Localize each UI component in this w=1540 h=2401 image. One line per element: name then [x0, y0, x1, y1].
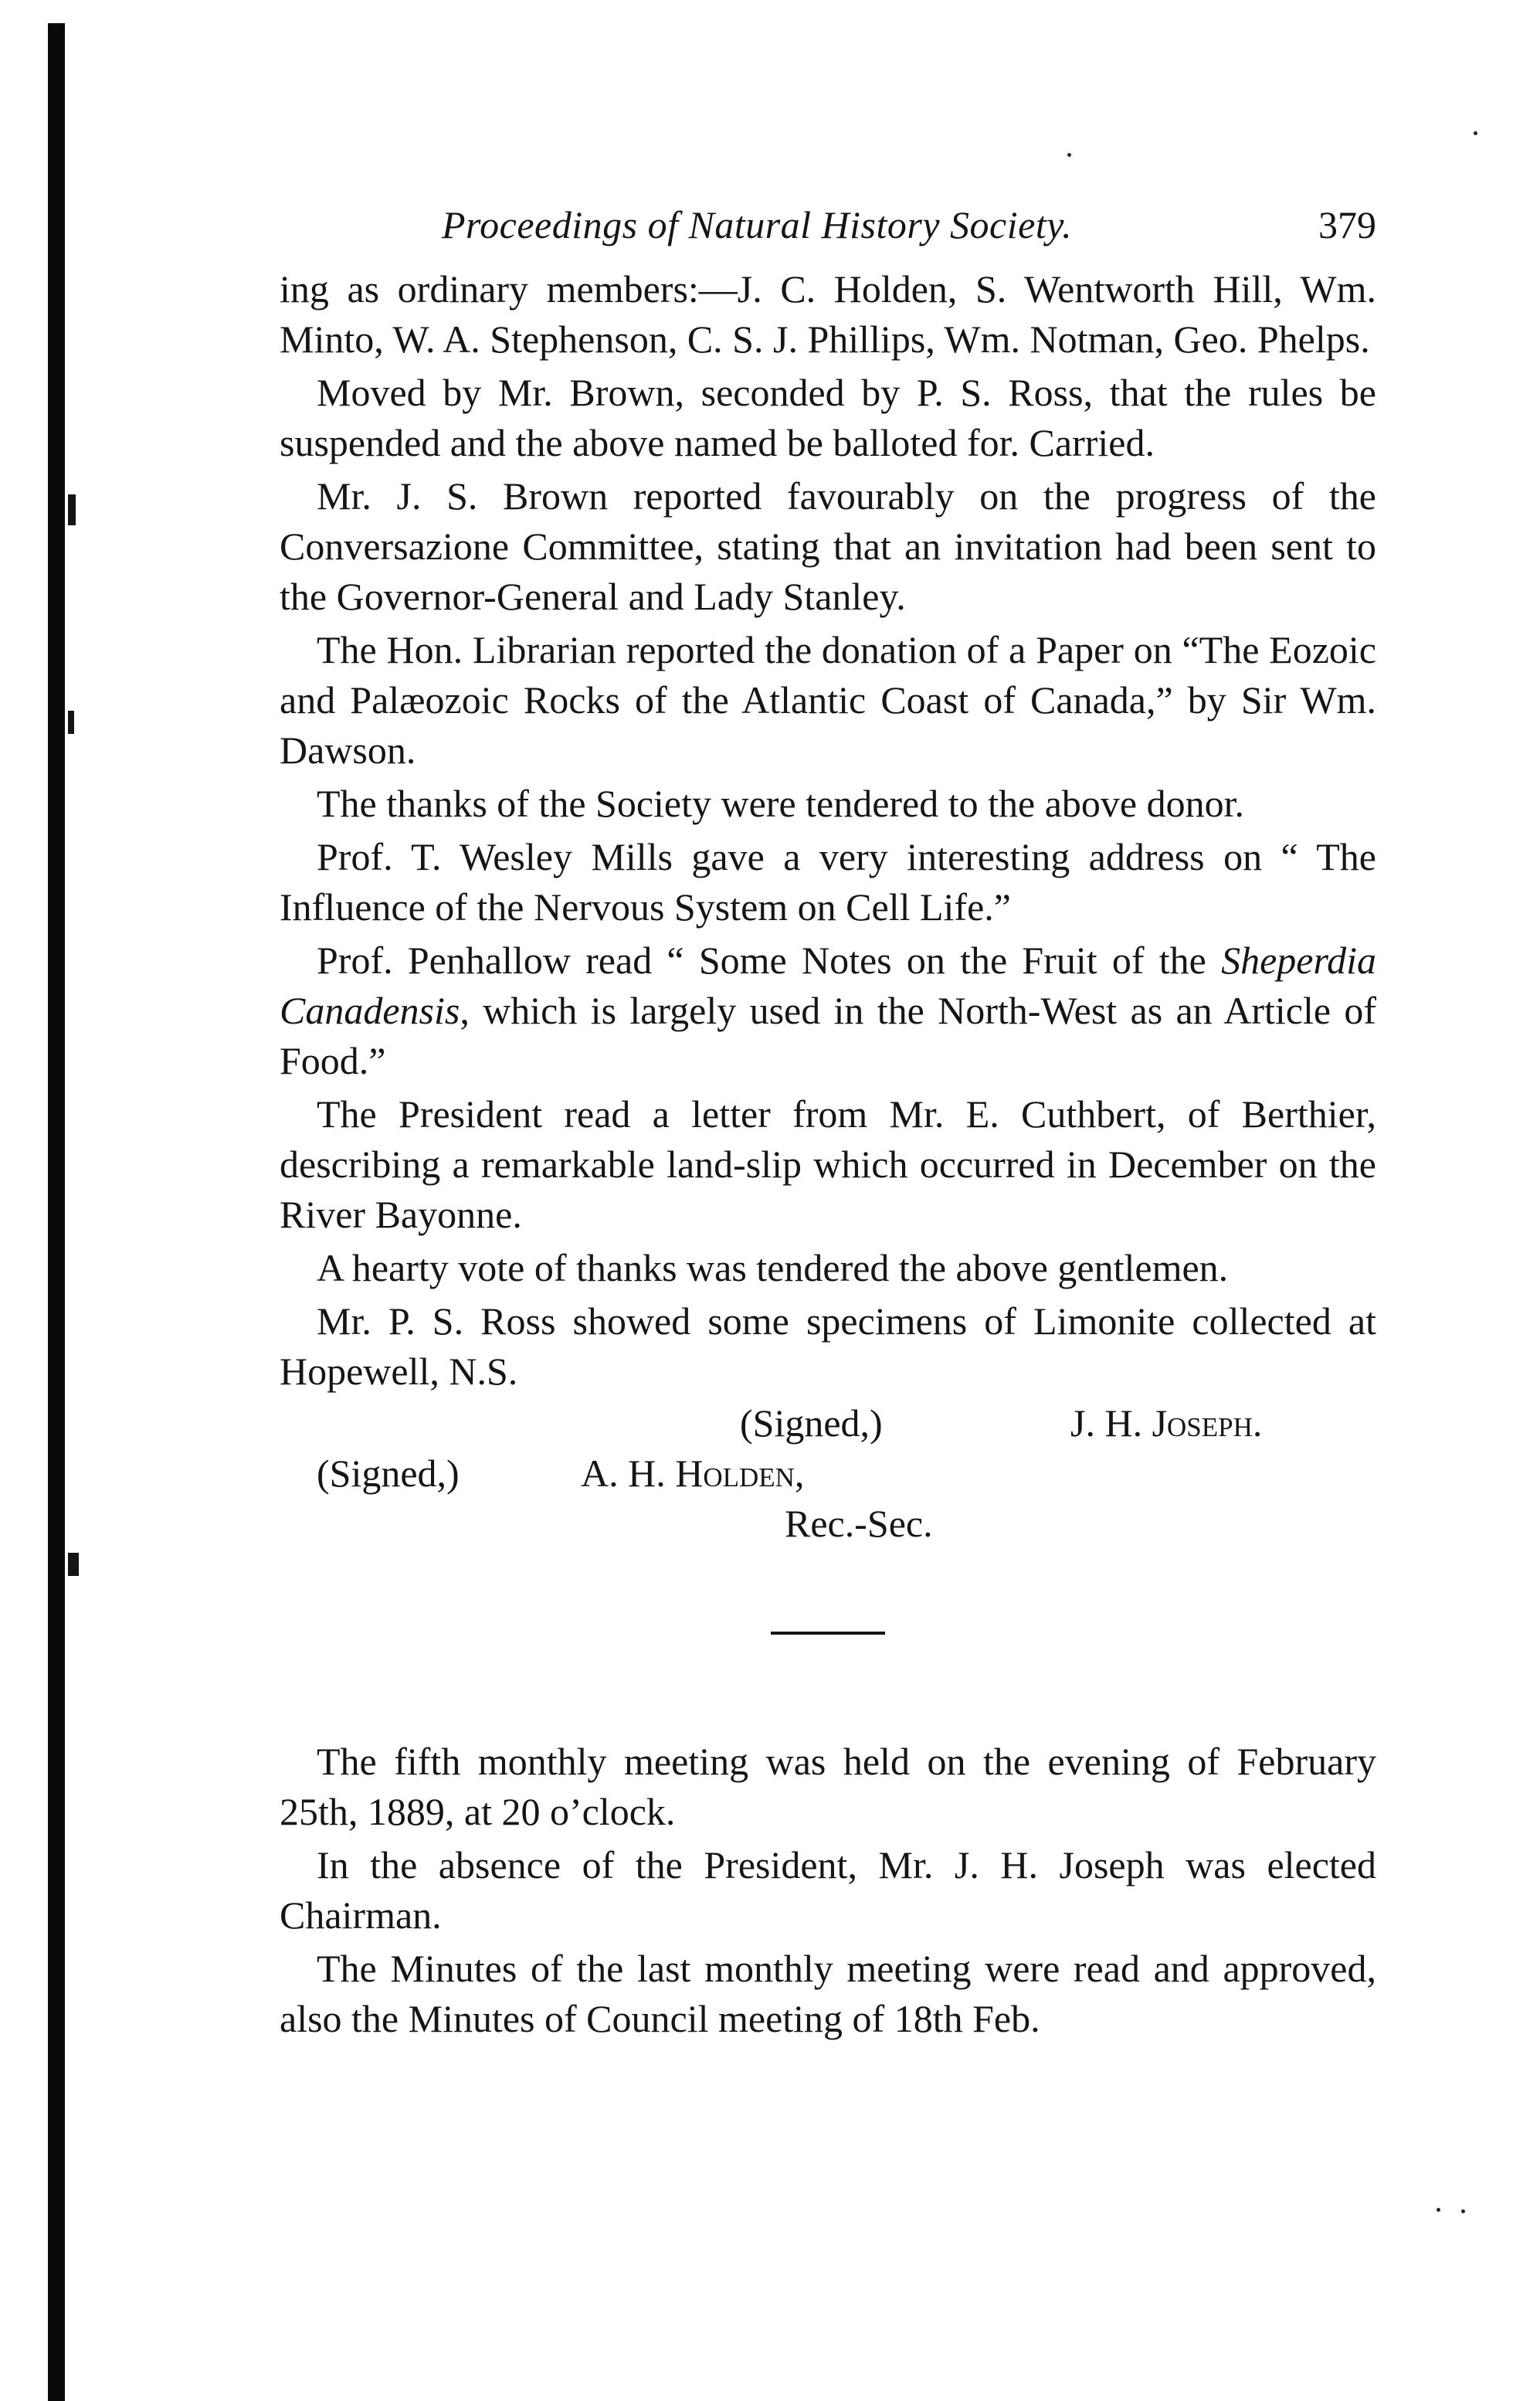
page-number: 379	[1318, 203, 1376, 246]
signed-label: (Signed,)	[317, 1452, 460, 1495]
paragraph: The thanks of the Society were tendered to the above donor.	[317, 782, 1245, 825]
edge-mark	[68, 494, 76, 525]
paragraph: Mr. P. S. Ross showed some specimens of Limonite collected at Hopewell, N.S.	[280, 1299, 1376, 1393]
margin-speck	[1474, 131, 1477, 135]
signature-block	[280, 1397, 1376, 1551]
margin-speck	[1437, 2208, 1440, 2212]
paragraph: The President read a letter from Mr. E. Cuthbert, of Berthier, describing a remarkable land-slip which occurred in December on the River Bayonne.	[280, 1092, 1376, 1236]
next-meeting	[280, 1737, 1376, 2044]
running-head	[280, 202, 1376, 264]
minutes-body	[280, 264, 1376, 1397]
chairman-signature: J. H. Joseph.	[1070, 1401, 1263, 1445]
margin-speck	[1067, 153, 1071, 157]
edge-mark	[68, 1553, 79, 1576]
margin-speck	[1461, 2209, 1465, 2213]
paragraph: The Minutes of the last monthly meeting were read and approved, also the Minutes of Council meeting of 18th Feb.	[280, 1947, 1376, 2040]
edge-mark	[68, 711, 74, 734]
page-binding-edge	[48, 23, 65, 2401]
paragraph: Prof. T. Wesley Mills gave a very interesting address on “ The Influence of the Nervous System on Cell Life.”	[280, 835, 1376, 929]
paragraph: The Hon. Librarian reported the donation of a Paper on “The Eozoic and Palæozoic Rocks of the Atlantic Coast of Canada,” by Sir Wm. Dawson.	[280, 628, 1376, 772]
paragraph: The fifth monthly meeting was held on the evening of February 25th, 1889, at 20 o’clock.	[280, 1740, 1376, 1833]
paragraph-text: , which is largely used in the North-West as an Article of Food.”	[280, 989, 1376, 1082]
secretary-title: Rec.-Sec.	[785, 1502, 933, 1545]
secretary-signature: A. H. Holden,	[581, 1452, 805, 1495]
paragraph: In the absence of the President, Mr. J. H. Joseph was elected Chairman.	[280, 1843, 1376, 1937]
paragraph: Moved by Mr. Brown, seconded by P. S. Ross, that the rules be suspended and the above named be balloted for. Carried.	[280, 371, 1376, 464]
species-name: Sheperdia Canadensis	[280, 939, 1376, 1032]
paragraph: Mr. J. S. Brown reported favourably on the progress of the Conversazione Committee, stating that an invitation had been sent to the Governor-General and Lady Stanley.	[280, 474, 1376, 618]
paragraph: A hearty vote of thanks was tendered the above gentlemen.	[317, 1246, 1229, 1289]
paragraph	[280, 936, 1376, 1086]
paragraph-text: Prof. Penhallow read “ Some Notes on the Fruit of the	[317, 939, 1222, 982]
signed-label: (Signed,)	[740, 1401, 883, 1445]
book-page	[280, 202, 1376, 2044]
running-title: Proceedings of Natural History Society.	[442, 203, 1073, 246]
section-divider	[771, 1632, 885, 1635]
paragraph: ing as ordinary members:—J. C. Holden, S. Wentworth Hill, Wm. Minto, W. A. Stephenson, C. S. J. Phillips, Wm. Notman, Geo. Phelps.	[280, 267, 1376, 361]
